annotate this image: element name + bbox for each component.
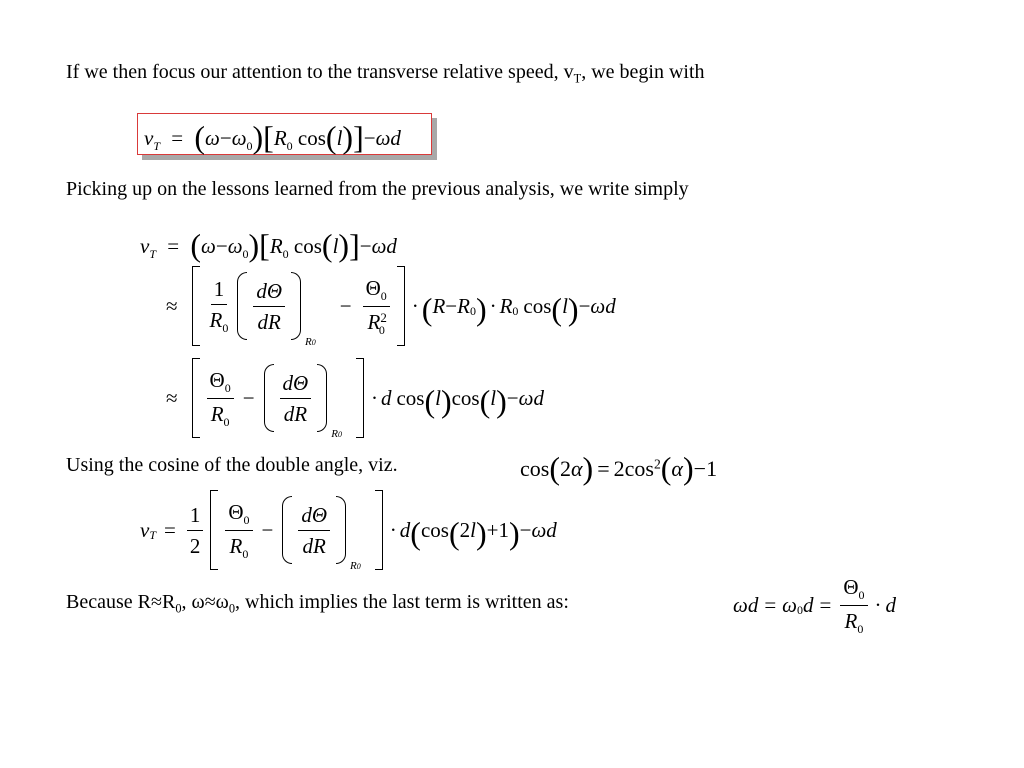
intro-text: If we then focus our attention to the transverse relative speed, $v_T$, we begin with xyxy=(66,61,705,86)
equation-vt-double-angle: v T = $\frac{1}{2}$ $\frac{\Theta_0}{R_0}$ − $\frac{d\Theta}{dR}$ R0 · d ( cos ( 2 l ) + 1 ) − ω d xyxy=(140,490,557,570)
equation-vt-line1: $v_T = (\omega-\omega_0)[R_0$ cos(l)]−ωd xyxy=(140,227,397,263)
equation-omega-d: ω d = ω 0 d = $\frac{\Theta_0}{R_0}$ · d xyxy=(733,574,897,636)
equation-vt-line2: ≈ $\frac{1}{R_0}$ $\frac{d\Theta}{dR}$ R0 − $\frac{\Theta_0}{R^2_0}$ · ( R − R 0 ) · R 0 cos ( l ) − ω d xyxy=(166,266,616,346)
analysis-text: Picking up on the lessons learned from the previous analysis, we write simply xyxy=(66,178,689,200)
double-angle-text: Using the cosine of the double angle, viz. xyxy=(66,454,398,476)
double-angle-identity: $\cos(2\alpha) = 2\cos^2(\alpha)-1$ xyxy=(520,450,718,486)
equation-vt-line3: ≈ $\frac{\Theta_0}{R_0}$ − $\frac{d\Theta}{dR}$ R0 · d cos ( l ) cos ( l ) − ω d xyxy=(166,358,544,438)
conclusion-text: Because $R\approx R_0$, $\omega\approx\omega_0$, which implies the last term is written as: xyxy=(66,591,569,616)
equation-vt-start: $v_T = (\omega-\omega_0)[R_0$ cos(l)]−ωd xyxy=(144,119,401,155)
